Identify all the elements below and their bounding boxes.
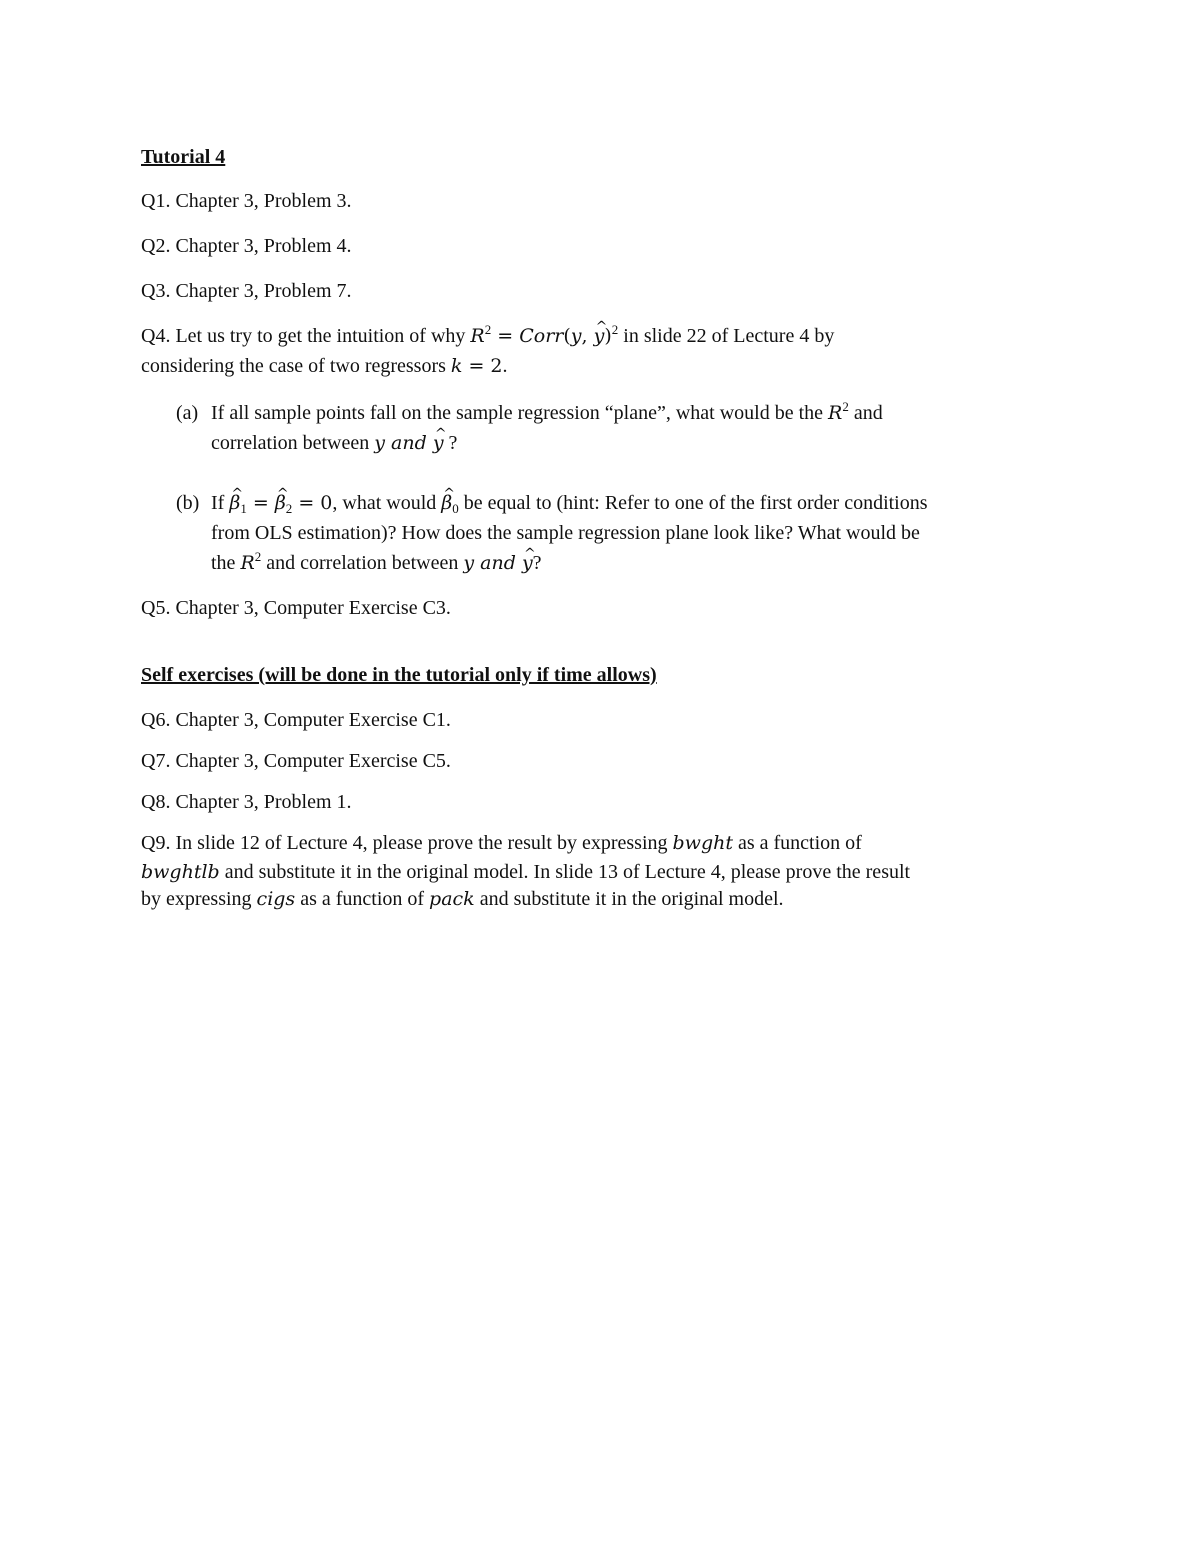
- q4a-text-1: If all sample points fall on the sample regression “plane”, what would be the: [211, 402, 829, 424]
- question-9-line-1: [141, 831, 862, 855]
- r-squared-symbol-b: $R^2$: [240, 549, 262, 574]
- k-equation: k = 2: [450, 355, 503, 377]
- var-bwghtlb: bwghtlb: [141, 861, 220, 883]
- question-8: Q8. Chapter 3, Problem 1.: [141, 791, 352, 813]
- self-exercises-title: Self exercises (will be done in the tutorial only if time allows): [141, 664, 657, 686]
- beta-zero: β $\^{}_0$: [441, 492, 458, 514]
- q4a-line-2: [211, 431, 457, 455]
- page-title: Tutorial 4: [141, 146, 226, 168]
- q4a-text-2: and: [848, 402, 883, 424]
- q4b-label: (b): [176, 492, 200, 514]
- q9-text-4: by expressing: [141, 888, 257, 910]
- q4b-line-3: [211, 551, 542, 575]
- q4a-text-4: ?: [443, 432, 458, 454]
- q4b-text-5: and correlation between: [261, 552, 464, 574]
- q4-text-3: considering the case of two regressors: [141, 355, 451, 377]
- question-1: Q1. Chapter 3, Problem 3.: [141, 190, 352, 212]
- q4-text-1: Q4. Let us try to get the intuition of why: [141, 325, 471, 347]
- question-4-line-1: [141, 324, 834, 348]
- q9-text-3: and substitute it in the original model. In slide 13 of Lecture 4, please prove the result: [219, 861, 911, 883]
- question-6: Q6. Chapter 3, Computer Exercise C1.: [141, 709, 451, 731]
- q4b-text-1: If: [211, 492, 230, 514]
- var-bwght: bwght: [672, 832, 733, 854]
- y-and-yhat: y and y ^: [374, 432, 443, 454]
- q9-text-2: as a function of: [732, 832, 862, 854]
- question-4-line-2: [141, 354, 508, 378]
- question-9-line-3: [141, 887, 784, 911]
- q4b-text-4: the: [211, 552, 241, 574]
- question-3: Q3. Chapter 3, Problem 7.: [141, 280, 352, 302]
- q4-text-2: in slide 22 of Lecture 4 by: [618, 325, 835, 347]
- q4b-line-1: [211, 491, 928, 515]
- question-9-line-2: [141, 860, 910, 884]
- r-squared-equation: $R^2$ = Corr(y, y ^)$^2$: [470, 325, 618, 347]
- y-and-yhat-b: y and y ^: [463, 552, 532, 574]
- var-pack: pack: [429, 888, 475, 910]
- question-5: Q5. Chapter 3, Computer Exercise C3.: [141, 597, 451, 619]
- q4-text-4: .: [502, 355, 508, 377]
- q9-text-6: and substitute it in the original model.: [474, 888, 784, 910]
- q4b-text-3: be equal to (hint: Refer to one of the first order conditions: [458, 492, 928, 514]
- question-7: Q7. Chapter 3, Computer Exercise C5.: [141, 750, 451, 772]
- question-2: Q2. Chapter 3, Problem 4.: [141, 235, 352, 257]
- q4b-text-6: ?: [532, 552, 542, 574]
- r-squared-symbol: $R^2$: [828, 399, 849, 424]
- q4a-line-1: [211, 401, 883, 425]
- beta-equation: β $\^{}_1 = \beta$ $\^{}_2 = 0$: [229, 492, 332, 514]
- var-cigs: cigs: [256, 888, 296, 910]
- q4b-text-2: , what would: [332, 492, 442, 514]
- q9-text-1: Q9. In slide 12 of Lecture 4, please prove the result by expressing: [141, 832, 673, 854]
- q4b-line-2: from OLS estimation)? How does the sample regression plane look like? What would be: [211, 522, 920, 544]
- q4a-label: (a): [176, 402, 199, 424]
- q4a-text-3: correlation between: [211, 432, 375, 454]
- q9-text-5: as a function of: [295, 888, 430, 910]
